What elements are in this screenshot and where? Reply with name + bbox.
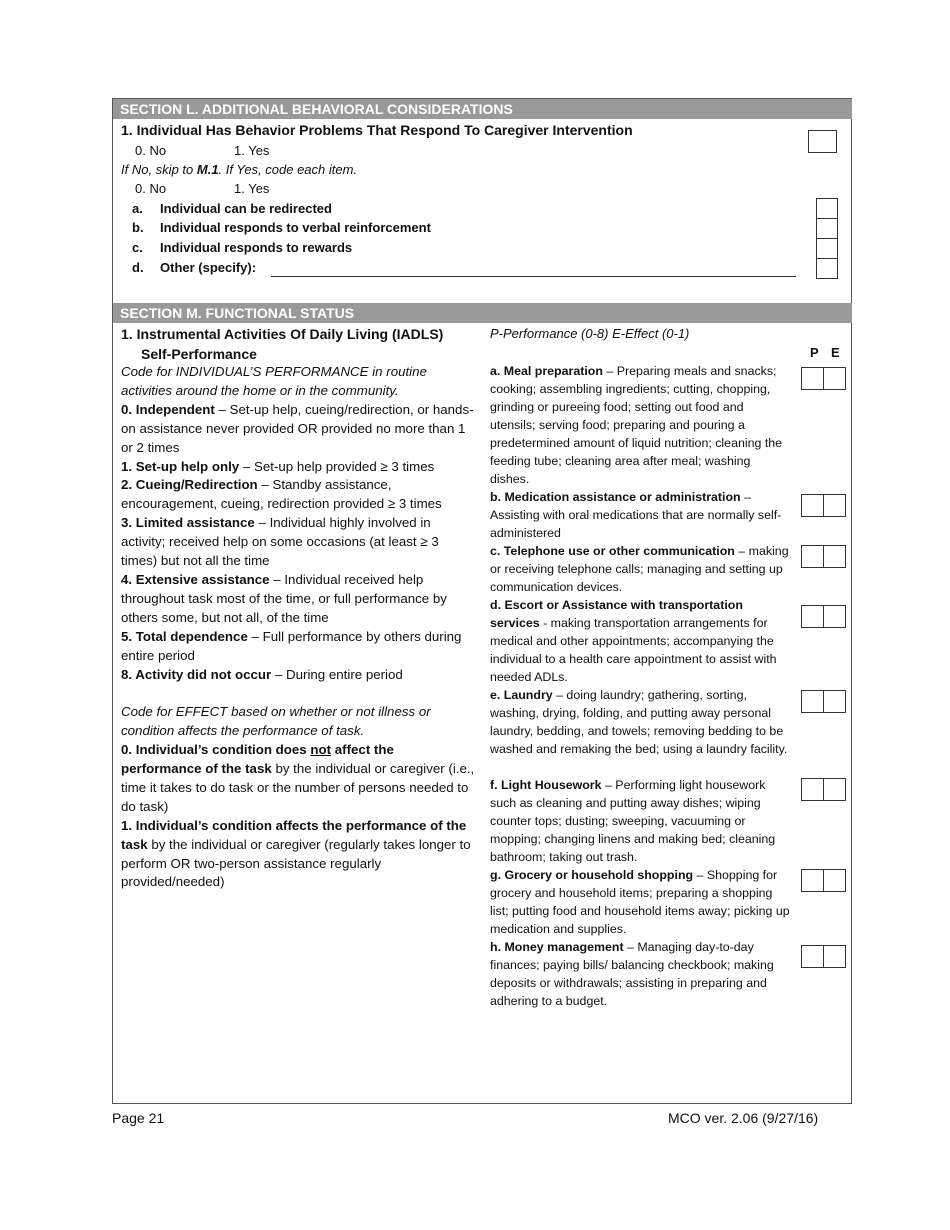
skip-instruction: If No, skip to M.1. If Yes, code each item. [121, 162, 358, 177]
iadl-item-a: a. Meal preparation – Preparing meals and snacks; cooking; assembling ingredients; cutting, chopping, grinding or pureeing food; setting out food and utensils; serving food; preparing and pouring a predetermined amount of liquid nutrition; cleaning the feeding tube; cleaning area after meal; washing dishes. [490, 364, 783, 486]
column-e-label: E [831, 345, 840, 360]
section-l-header: SECTION L. ADDITIONAL BEHAVIORAL CONSIDERATIONS [113, 99, 852, 119]
performance-intro: Code for INDIVIDUAL’S PERFORMANCE in routine activities around the home or in the community. [121, 364, 427, 398]
section-l-question-1-title: 1. Individual Has Behavior Problems That Respond To Caregiver Intervention [121, 122, 633, 138]
column-p-label: P [810, 345, 819, 360]
option-yes-label: 1. Yes [234, 143, 270, 158]
option-no-label-2: 0. No [135, 181, 167, 196]
laundry-e-box[interactable] [823, 690, 846, 713]
money-e-box[interactable] [823, 945, 846, 968]
iadl-item-b: b. Medication assistance or administration – Assisting with oral medications that are normally self-administered [490, 490, 782, 540]
page-number: Page 21 [112, 1110, 165, 1126]
medication-e-box[interactable] [823, 494, 846, 517]
item-a-text: Individual can be redirected [160, 201, 332, 216]
coding-instructions [121, 363, 476, 892]
laundry-p-box[interactable] [801, 690, 824, 713]
housework-p-box[interactable] [801, 778, 824, 801]
item-d-answer-box[interactable] [816, 258, 838, 279]
perf-code-4: 4. Extensive assistance – Individual received help throughout task most of the time, or full performance by others some, but not all, of the time [121, 571, 447, 625]
effect-intro: Code for EFFECT based on whether or not illness or condition affects the performance of task. [121, 704, 431, 739]
effect-code-0: 0. Individual’s condition does not affect the performance of the task by the individual or caregiver (i.e., time it takes to do task or the number of persons needed to do task) [121, 742, 475, 814]
perf-code-0: 0. Independent – Set-up help, cueing/redirection, or hands-on assistance never provided OR provided no more than 1 or 2 times [121, 401, 474, 455]
other-specify-line[interactable] [271, 276, 796, 277]
item-b-letter: b. [132, 220, 144, 235]
iadl-item-g: g. Grocery or household shopping – Shopping for grocery and household items; preparing a shopping list; putting food and household items away; picking up medication and supplies. [490, 868, 790, 936]
transportation-p-box[interactable] [801, 605, 824, 628]
version-label: MCO ver. 2.06 (9/27/16) [668, 1110, 819, 1126]
perf-code-8: 8. Activity did not occur – During entire period [121, 666, 403, 682]
perf-code-5: 5. Total dependence – Full performance by others during entire period [121, 628, 462, 663]
housework-e-box[interactable] [823, 778, 846, 801]
iadl-item-f: f. Light Housework – Performing light housework such as cleaning and putting away dishes; wiping counter tops; dusting; sweeping, vacuuming or mopping; changing linens and making bed; cleaning bathroom; taking out trash. [490, 778, 776, 864]
iadl-item-d: d. Escort or Assistance with transportation services - making transportation arrangements for medical and other appointments; accompanying the individual to a health care appointment to assist with needed ADLs. [490, 598, 777, 684]
item-d-letter: d. [132, 260, 144, 275]
section-m-question-1-title-line1: 1. Instrumental Activities Of Daily Living (IADLS) [121, 326, 444, 342]
section-m-question-1-title-line2: Self-Performance [141, 346, 257, 362]
effect-code-1: 1. Individual’s condition affects the performance of the task by the individual or caregiver (regularly takes longer to perform OR two-person assistance regularly provided/needed) [121, 817, 471, 890]
item-b-text: Individual responds to verbal reinforcement [160, 220, 431, 235]
telephone-e-box[interactable] [823, 545, 846, 568]
iadl-item-c: c. Telephone use or other communication – making or receiving telephone calls; managing and setting up communication devices. [490, 544, 789, 594]
section-m-header: SECTION M. FUNCTIONAL STATUS [113, 303, 852, 323]
option-yes-label-2: 1. Yes [234, 181, 270, 196]
iadl-item-h: h. Money management – Managing day-to-day finances; paying bills/ balancing checkbook; making deposits or withdrawals; assisting in preparing and adhering to a budget. [490, 940, 774, 1008]
telephone-p-box[interactable] [801, 545, 824, 568]
shopping-p-box[interactable] [801, 869, 824, 892]
item-a-answer-box[interactable] [816, 198, 838, 219]
option-no-label: 0. No [135, 143, 167, 158]
behavior-problems-answer-box[interactable] [808, 130, 837, 153]
item-b-answer-box[interactable] [816, 218, 838, 239]
shopping-e-box[interactable] [823, 869, 846, 892]
meal-prep-e-box[interactable] [823, 367, 846, 390]
meal-prep-p-box[interactable] [801, 367, 824, 390]
medication-p-box[interactable] [801, 494, 824, 517]
perf-code-1: 1. Set-up help only – Set-up help provided ≥ 3 times [121, 458, 435, 474]
iadl-item-e: e. Laundry – doing laundry; gathering, sorting, washing, drying, folding, and putting away personal laundry, bedding, and towels; removing bedding to be washed and remaking the bed; using a laundry facility. [490, 688, 788, 756]
item-d-text: Other (specify): [160, 260, 257, 275]
scale-note: P-Performance (0-8) E-Effect (0-1) [490, 326, 690, 341]
item-c-letter: c. [132, 240, 143, 255]
item-c-text: Individual responds to rewards [160, 240, 353, 255]
item-a-letter: a. [132, 201, 143, 216]
perf-code-2: 2. Cueing/Redirection – Standby assistance, encouragement, cueing, redirection provided ≥ 3 times [121, 477, 442, 512]
item-c-answer-box[interactable] [816, 238, 838, 259]
money-p-box[interactable] [801, 945, 824, 968]
perf-code-3: 3. Limited assistance – Individual highly involved in activity; received help on some occasions (at least ≥ 3 times) but not all the time [121, 515, 439, 569]
transportation-e-box[interactable] [823, 605, 846, 628]
